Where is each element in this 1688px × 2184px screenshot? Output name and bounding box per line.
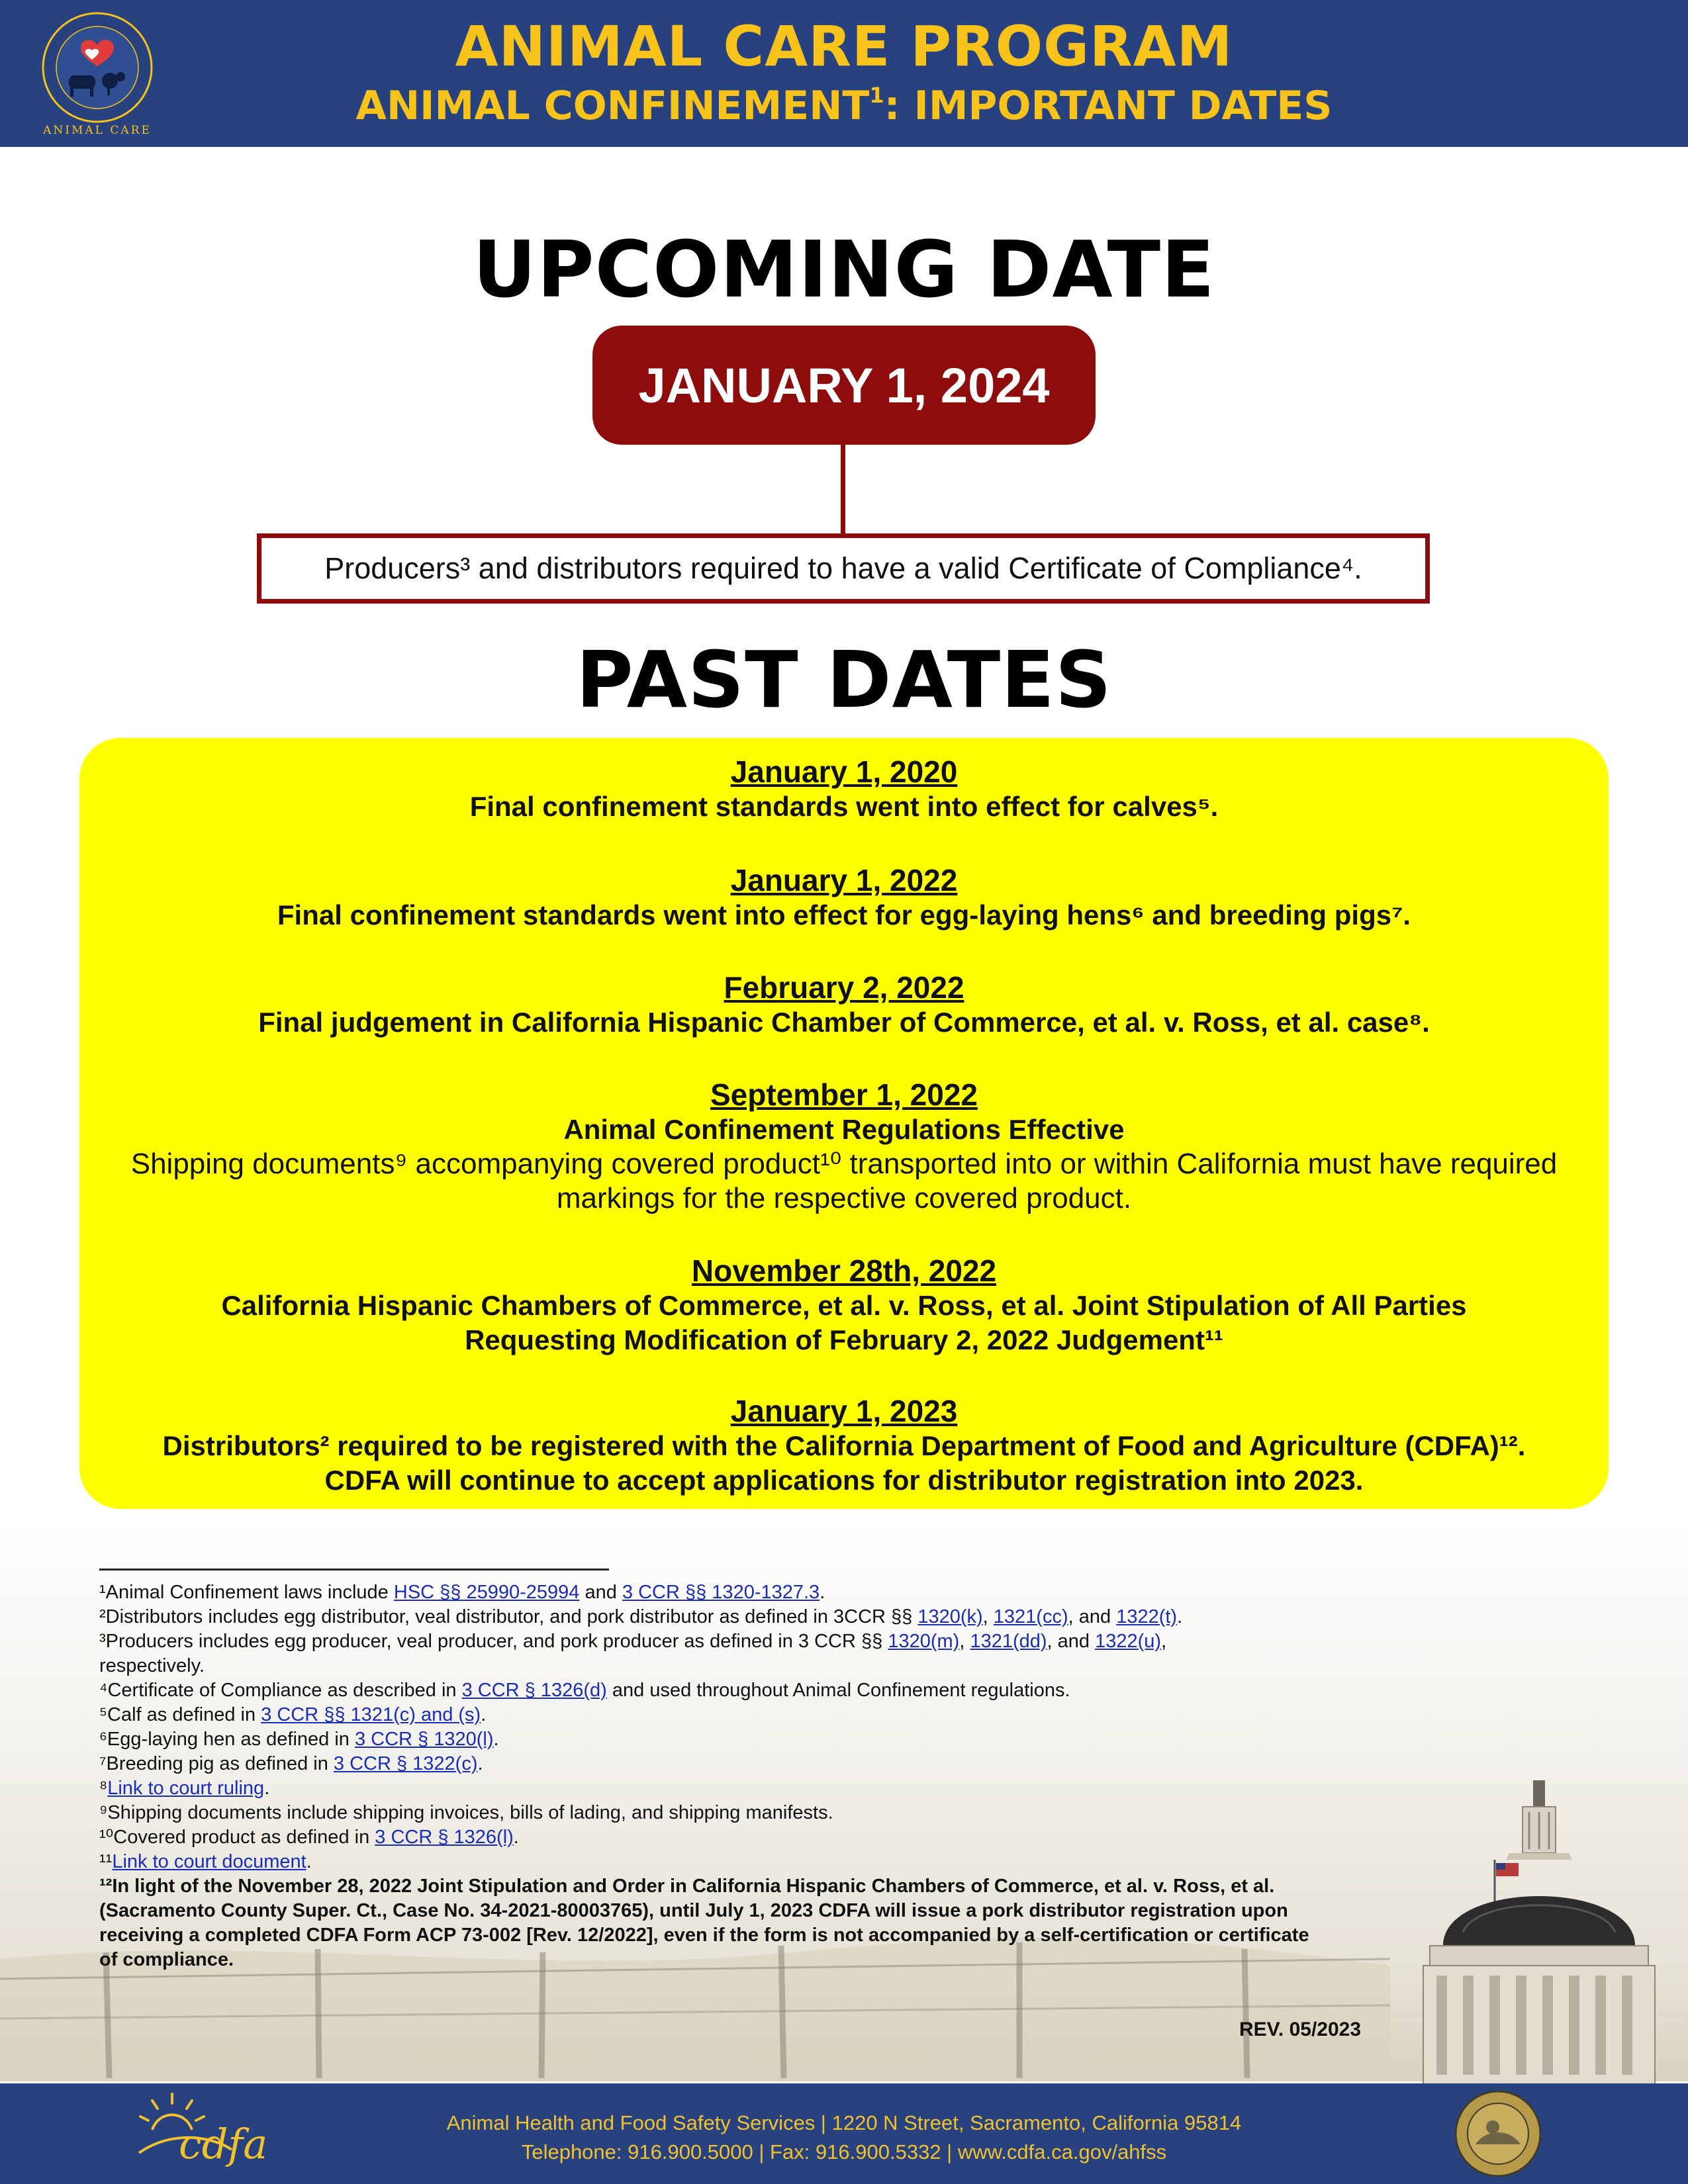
past-dates-panel xyxy=(79,738,1609,1509)
footnote-12-line: (Sacramento County Super. Ct., Case No. 34-2021-80003765), until July 1, 2023 CDFA will issue a pork distributor registration upon xyxy=(99,1900,1288,1921)
entry-text: California Hispanic Chambers of Commerce, et al. v. Ross, et al. Joint Stipulation of All Parties xyxy=(221,1290,1467,1321)
upcoming-heading: UPCOMING DATE xyxy=(473,224,1215,315)
upcoming-requirement: Producers³ and distributors required to have a valid Certificate of Compliance⁴. xyxy=(257,533,1430,604)
footnotes xyxy=(99,1580,1436,1972)
entry-heading: Animal Confinement Regulations Effective xyxy=(563,1114,1125,1145)
ccr-1320k-link[interactable]: 1320(k) xyxy=(917,1606,983,1627)
past-entry xyxy=(79,754,1609,824)
footnote-divider xyxy=(99,1569,609,1570)
ccr-1322u-link[interactable]: 1322(u) xyxy=(1095,1631,1162,1652)
past-entry xyxy=(79,970,1609,1040)
footnote-11: ¹¹Link to court document. xyxy=(99,1851,312,1872)
program-subtitle: ANIMAL CONFINEMENT$^1$: IMPORTANT DATES xyxy=(355,83,1333,129)
capitol-dome-illustration xyxy=(1417,1780,1662,2085)
footnote-3-cont: respectively. xyxy=(99,1655,205,1676)
ccr-1320m-link[interactable]: 1320(m) xyxy=(888,1631,960,1652)
header-banner xyxy=(0,0,1688,147)
past-entry xyxy=(79,862,1609,933)
entry-text: CDFA will continue to accept applications for distributor registration into 2023. xyxy=(324,1465,1364,1496)
past-entry xyxy=(79,1253,1609,1357)
footnote-5: ⁵Calf as defined in 3 CCR §§ 1321(c) and (s). xyxy=(99,1704,487,1725)
footnote-12-line: of compliance. xyxy=(99,1949,234,1970)
entry-date: September 1, 2022 xyxy=(710,1077,978,1112)
program-title: ANIMAL CARE PROGRAM xyxy=(455,14,1233,79)
footnote-12-line: receiving a completed CDFA Form ACP 73-002 [Rev. 12/2022], even if the form is not accompanied by a self-certification or certificate xyxy=(99,1925,1309,1946)
past-entry xyxy=(79,1393,1609,1498)
ccr-link[interactable]: 3 CCR §§ 1320-1327.3 xyxy=(622,1582,820,1603)
footnote-10: ¹⁰Covered product as defined in 3 CCR § 1326(l). xyxy=(99,1827,519,1848)
entry-date: January 1, 2022 xyxy=(730,863,958,897)
hsc-link[interactable]: HSC §§ 25990-25994 xyxy=(393,1582,580,1603)
entry-text: Final confinement standards went into effect for calves⁵. xyxy=(469,791,1219,822)
entry-text: Shipping documents⁹ accompanying covered product¹⁰ transported into or within California must have required xyxy=(130,1148,1558,1180)
ccr-1322c-link[interactable]: 3 CCR § 1322(c) xyxy=(333,1753,478,1774)
past-entry xyxy=(79,1077,1609,1216)
footnote-12-line: ¹²In light of the November 28, 2022 Joint Stipulation and Order in California Hispanic Chambers of Commerce, et al. v. Ross, et al. xyxy=(99,1876,1275,1897)
state-seal-icon xyxy=(1453,2089,1543,2179)
footnote-2: ²Distributors includes egg distributor, veal distributor, and pork distributor as defined in 3CCR §§ 1320(k), 1321(cc), and 1322(t). xyxy=(99,1606,1183,1627)
entry-text: Final confinement standards went into effect for egg-laying hens⁶ and breeding pigs⁷. xyxy=(277,899,1411,931)
ccr-1326d-link[interactable]: 3 CCR § 1326(d) xyxy=(461,1680,607,1701)
entry-text: Requesting Modification of February 2, 2022 Judgement¹¹ xyxy=(465,1324,1223,1355)
footnote-6: ⁶Egg-laying hen as defined in 3 CCR § 1320(l). xyxy=(99,1729,499,1750)
footnote-8: ⁸Link to court ruling. xyxy=(99,1778,270,1799)
court-ruling-link[interactable]: Link to court ruling xyxy=(107,1778,265,1799)
footer-contact: Telephone: 916.900.5000 | Fax: 916.900.5332 | www.cdfa.ca.gov/ahfss xyxy=(521,2140,1167,2163)
entry-text: markings for the respective covered product. xyxy=(556,1182,1132,1214)
revision-label: REV. 05/2023 xyxy=(1239,2019,1362,2040)
footer-address: Animal Health and Food Safety Services | 1220 N Street, Sacramento, California 95814 xyxy=(446,2111,1242,2134)
upcoming-date-badge: JANUARY 1, 2024 xyxy=(592,326,1096,445)
footer-banner xyxy=(0,2083,1688,2184)
entry-date: February 2, 2022 xyxy=(724,970,964,1005)
footnote-1: ¹Animal Confinement laws include HSC §§ 25990-25994 and 3 CCR §§ 1320-1327.3. xyxy=(99,1582,825,1603)
entry-date: January 1, 2023 xyxy=(730,1394,958,1428)
ccr-1320l-link[interactable]: 3 CCR § 1320(l) xyxy=(354,1729,494,1750)
footnote-4: ⁴Certificate of Compliance as described in 3 CCR § 1326(d) and used throughout Animal Confinement regulations. xyxy=(99,1680,1070,1701)
cdfa-logo-text: cdfa xyxy=(179,2120,268,2168)
logo-caption: ANIMAL CARE xyxy=(43,124,152,137)
ccr-1321c-link[interactable]: 3 CCR §§ 1321(c) and (s) xyxy=(261,1704,481,1725)
entry-text: Final judgement in California Hispanic Chamber of Commerce, et al. v. Ross, et al. case⁸. xyxy=(258,1007,1430,1038)
entry-date: November 28th, 2022 xyxy=(691,1253,997,1288)
ccr-1322t-link[interactable]: 1322(t) xyxy=(1116,1606,1178,1627)
footnote-7: ⁷Breeding pig as defined in 3 CCR § 1322(c). xyxy=(99,1753,483,1774)
court-document-link[interactable]: Link to court document xyxy=(112,1851,306,1872)
ccr-1321cc-link[interactable]: 1321(cc) xyxy=(993,1606,1068,1627)
entry-text: Distributors² required to be registered with the California Department of Food and Agriculture (CDFA)¹². xyxy=(162,1430,1526,1461)
entry-date: January 1, 2020 xyxy=(730,754,958,789)
past-heading: PAST DATES xyxy=(576,634,1112,725)
ccr-1321dd-link[interactable]: 1321(dd) xyxy=(970,1631,1047,1652)
footnote-3: ³Producers includes egg producer, veal producer, and pork producer as defined in 3 CCR §§ 1320(m), 1321(dd), and 1322(u), xyxy=(99,1631,1167,1652)
footnote-9: ⁹Shipping documents include shipping invoices, bills of lading, and shipping manifests. xyxy=(99,1802,833,1823)
ccr-1326l-link[interactable]: 3 CCR § 1326(l) xyxy=(375,1827,514,1848)
connector-line xyxy=(841,445,845,536)
